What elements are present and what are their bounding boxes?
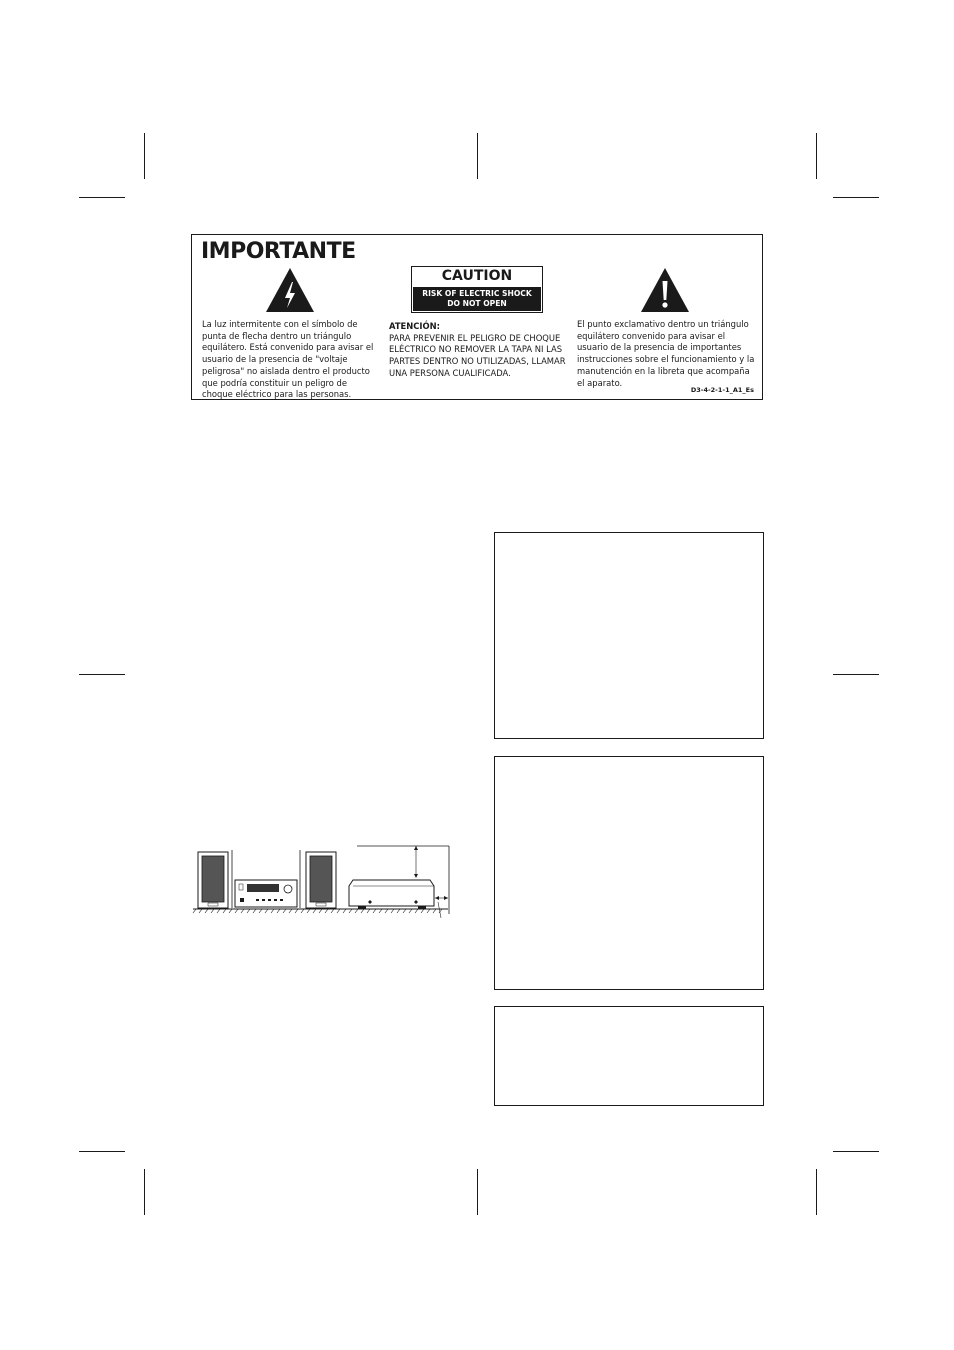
- lightning-symbol-description: La luz intermitente con el símbolo de punta de flecha dentro un triángulo equilátero. Está convenido para avisar el usuario de la presencia de "voltaje peligrosa" no aislada dentro el producto que podría constituir un peligro de choque eléctrico para las personas.: [202, 319, 374, 400]
- crop-mark: [79, 674, 125, 675]
- caution-subtext: [413, 287, 541, 311]
- crop-mark: [816, 1169, 817, 1215]
- exclamation-symbol-description: El punto exclamativo dentro un triángulo equilátero convenido para avisar el usuario de la presencia de importantes instrucciones sobre el funcionamiento y la manutención en la libreta que acompaña el aparato.: [577, 319, 755, 388]
- lightning-warning-triangle-icon: [265, 267, 315, 313]
- ventilation-clearance-illustration: [190, 842, 454, 920]
- caution-label: [411, 266, 543, 313]
- warning-title: IMPORTANTE: [201, 239, 356, 264]
- empty-notice-box-1: [494, 532, 764, 739]
- atencion-text: PARA PREVENIR EL PELIGRO DE CHOQUE ELÉCTRICO NO REMOVER LA TAPA NI LAS PARTES DENTRO NO UTILIZADAS, LLAMAR UNA PERSONA CUALIFICADA.: [389, 332, 566, 378]
- caution-line-1: RISK OF ELECTRIC SHOCK: [422, 289, 532, 298]
- caution-title: CAUTION: [412, 267, 542, 286]
- important-warning-box: [191, 234, 763, 400]
- reference-code: D3-4-2-1-1_A1_Es: [690, 386, 754, 394]
- crop-mark: [144, 1169, 145, 1215]
- crop-mark: [477, 133, 478, 179]
- crop-mark: [79, 1151, 125, 1152]
- crop-mark: [833, 674, 879, 675]
- caution-line-2: DO NOT OPEN: [447, 299, 507, 308]
- crop-mark: [816, 133, 817, 179]
- crop-mark: [79, 197, 125, 198]
- exclamation-warning-triangle-icon: [640, 267, 690, 313]
- atencion-block: [389, 321, 569, 380]
- empty-notice-box-3: [494, 1006, 764, 1106]
- crop-mark: [144, 133, 145, 179]
- crop-mark: [833, 1151, 879, 1152]
- crop-mark: [477, 1169, 478, 1215]
- empty-notice-box-2: [494, 756, 764, 990]
- crop-mark: [833, 197, 879, 198]
- atencion-heading: ATENCIÓN:: [389, 321, 441, 331]
